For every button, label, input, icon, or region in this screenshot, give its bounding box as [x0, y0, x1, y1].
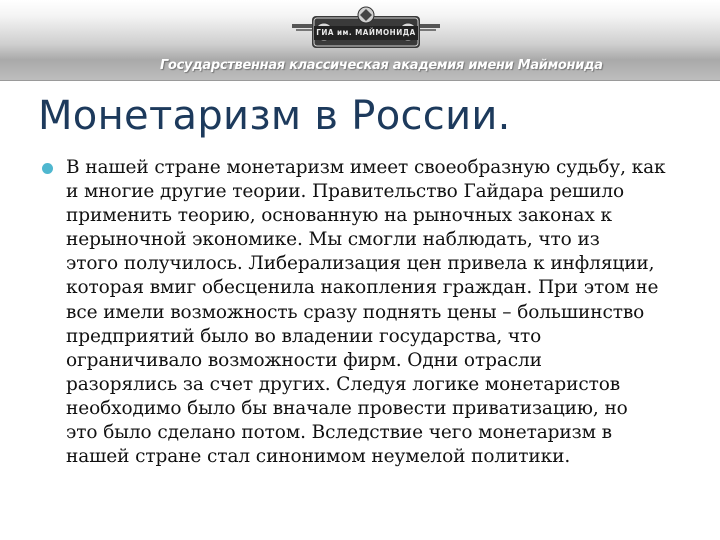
bullet-text-line: В нашей стране монетаризм имеет своеобразную судьбу, как [66, 157, 666, 178]
bullet-text-line: нерыночной экономике. Мы смогли наблюдать, что из [66, 229, 600, 251]
bullet-text-line: нашей стране стал синонимом неумелой политики. [66, 446, 571, 468]
bullet-text-line: которая вмиг обесценила накопления граждан. При этом не [66, 277, 659, 299]
bullet-text-line: разорялись за счет других. Следуя логике монетаристов [66, 373, 621, 395]
bullet-text [66, 156, 690, 469]
bullet-text-line: это было сделано потом. Вследствие чего монетаризм в [66, 422, 612, 444]
bullet-text-line: предприятий было во владении государства, что [66, 325, 542, 347]
bullet-text-line: применить теорию, основанную на рыночных законах к [66, 205, 612, 227]
bullet-text-line: этого получилось. Либерализация цен привела к инфляции, [66, 253, 655, 275]
slide-content [40, 156, 690, 469]
slide-title: Монетаризм в России. [38, 93, 511, 139]
emblem-label: ГИА им. МАЙМОНИДА [314, 26, 418, 40]
bullet-dot-icon [42, 163, 53, 174]
bullet-text-line: и многие другие теории. Правительство Гайдара решило [66, 181, 625, 203]
bullet-text-line: все имели возможность сразу поднять цены – большинство [66, 301, 645, 323]
bullet-text-line: необходимо было бы вначале провести приватизацию, но [66, 397, 628, 419]
bullet-item [40, 156, 690, 469]
bullet-text-line: ограничивало возможности фирм. Одни отрасли [66, 349, 542, 371]
header-banner [0, 0, 720, 81]
academy-name-caption: Государственная классическая академия имени Маймонида [160, 58, 603, 73]
